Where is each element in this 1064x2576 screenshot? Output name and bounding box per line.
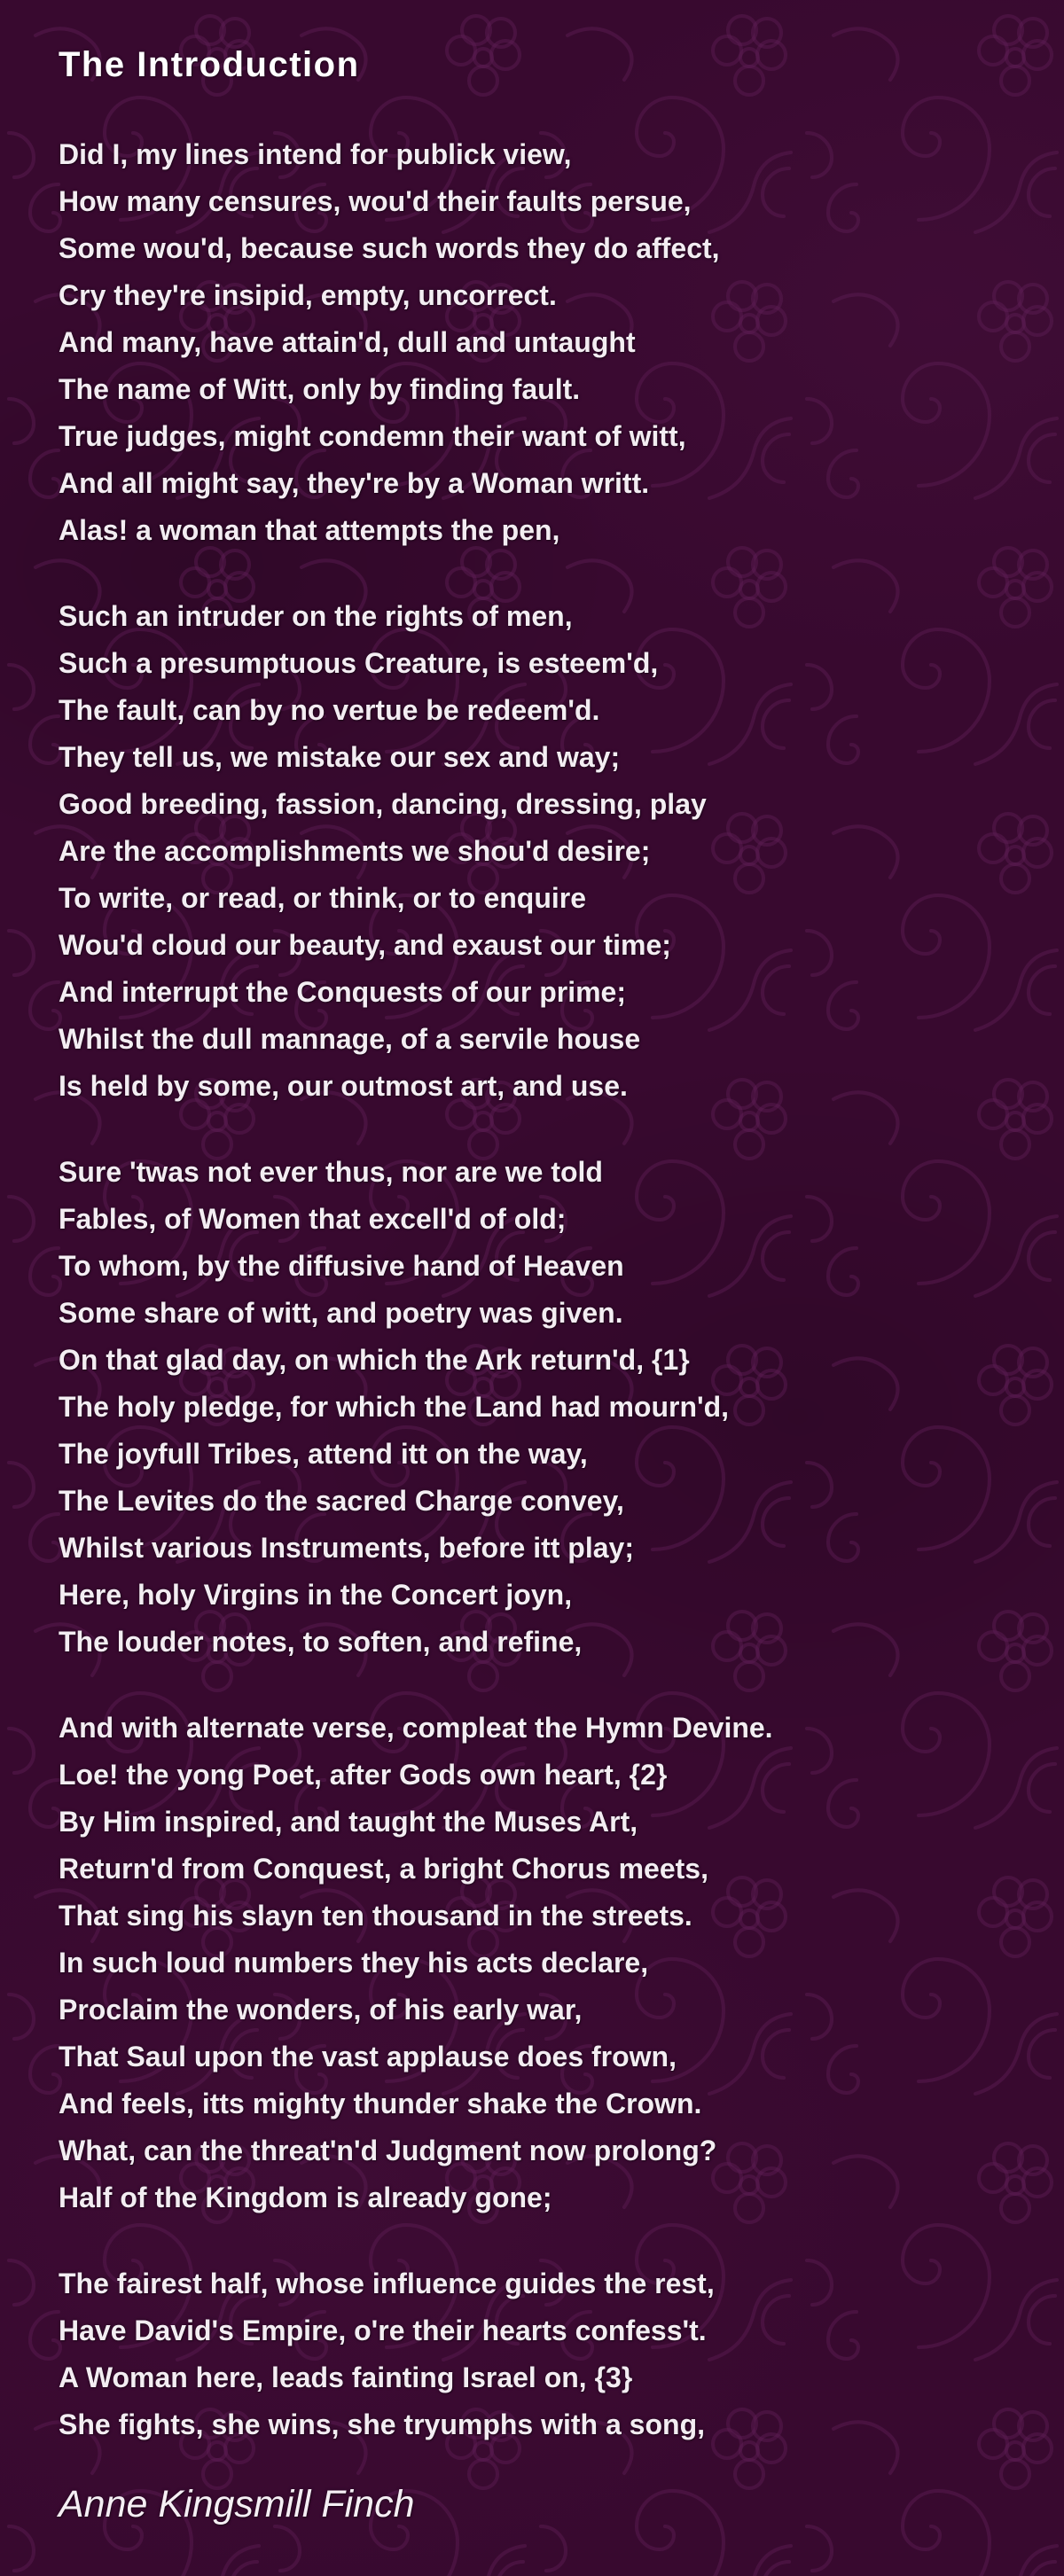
poem-line: The fairest half, whose influence guides the rest, — [59, 2268, 715, 2299]
poem-line: And feels, itts mighty thunder shake the Crown. — [59, 2088, 702, 2119]
poem-line: Proclaim the wonders, of his early war, — [59, 1994, 583, 2026]
poem-line: The joyfull Tribes, attend itt on the way, — [59, 1438, 588, 1470]
poem-line: By Him inspired, and taught the Muses Art, — [59, 1806, 638, 1838]
poem-line: Wou'd cloud our beauty, and exaust our time; — [59, 929, 671, 961]
poem-line: That Saul upon the vast applause does frown, — [59, 2041, 677, 2073]
poem-line: Loe! the yong Poet, after Gods own heart, {2} — [59, 1759, 668, 1791]
stanza-3 — [59, 1149, 1029, 1666]
poem-line: A Woman here, leads fainting Israel on, {3} — [59, 2361, 633, 2393]
poem-line: Alas! a woman that attempts the pen, — [59, 514, 560, 546]
poem-line: The louder notes, to soften, and refine, — [59, 1626, 583, 1658]
poem-title: The Introduction — [59, 45, 360, 84]
poem-author: Anne Kingsmill Finch — [59, 2483, 415, 2525]
poem-line: The name of Witt, only by finding fault. — [59, 373, 581, 405]
poem-line: To write, or read, or think, or to enquire — [59, 882, 587, 914]
poem-line: To whom, by the diffusive hand of Heaven — [59, 1250, 624, 1282]
poem-line: Fables, of Women that excell'd of old; — [59, 1203, 567, 1235]
poem-line: Such an intruder on the rights of men, — [59, 600, 573, 632]
poem-line: Sure 'twas not ever thus, nor are we told — [59, 1156, 603, 1188]
poem-line: Is held by some, our outmost art, and use. — [59, 1070, 628, 1102]
poem-line: Good breeding, fassion, dancing, dressing, play — [59, 788, 707, 820]
poem-line: Half of the Kingdom is already gone; — [59, 2182, 552, 2213]
poem-line: And many, have attain'd, dull and untaught — [59, 326, 636, 358]
stanza-1 — [59, 131, 1029, 554]
poem-line: In such loud numbers they his acts declare, — [59, 1947, 649, 1979]
poem-line: And interrupt the Conquests of our prime; — [59, 976, 626, 1008]
poem-line: They tell us, we mistake our sex and way; — [59, 741, 621, 773]
stanza-2 — [59, 593, 1029, 1110]
poem-line: Whilst various Instruments, before itt play; — [59, 1532, 634, 1564]
poem-line: Here, holy Virgins in the Concert joyn, — [59, 1579, 573, 1611]
poem-line: That sing his slayn ten thousand in the streets. — [59, 1900, 692, 1932]
poem-line: Whilst the dull mannage, of a servile house — [59, 1023, 641, 1055]
poem-line: And with alternate verse, compleat the Hymn Devine. — [59, 1712, 773, 1744]
poem-line: Some share of witt, and poetry was given. — [59, 1297, 623, 1329]
poem-line: On that glad day, on which the Ark return'd, {1} — [59, 1344, 690, 1376]
poem-line: She fights, she wins, she tryumphs with a song, — [59, 2408, 705, 2440]
stanza-4 — [59, 1705, 1029, 2221]
poem-line: Cry they're insipid, empty, uncorrect. — [59, 279, 557, 311]
poem-line: Have David's Empire, o're their hearts confess't. — [59, 2314, 707, 2346]
poem-line: Are the accomplishments we shou'd desire; — [59, 835, 651, 867]
poem-line: True judges, might condemn their want of witt, — [59, 420, 686, 452]
poem-line: The holy pledge, for which the Land had mourn'd, — [59, 1391, 730, 1423]
poem-line: How many censures, wou'd their faults persue, — [59, 185, 692, 217]
stanza-5 — [59, 2260, 1029, 2448]
poem-line: The fault, can by no vertue be redeem'd. — [59, 694, 600, 726]
poem-line: And all might say, they're by a Woman writt. — [59, 467, 650, 499]
poem-line: Some wou'd, because such words they do affect, — [59, 232, 720, 264]
poem-line: Such a presumptuous Creature, is esteem'd, — [59, 647, 659, 679]
poem-line: Return'd from Conquest, a bright Chorus meets, — [59, 1853, 708, 1885]
poem-line: What, can the threat'n'd Judgment now prolong? — [59, 2135, 717, 2166]
poem-line: Did I, my lines intend for publick view, — [59, 138, 572, 170]
poem-line: The Levites do the sacred Charge convey, — [59, 1485, 624, 1517]
poem-body — [59, 131, 1029, 2448]
